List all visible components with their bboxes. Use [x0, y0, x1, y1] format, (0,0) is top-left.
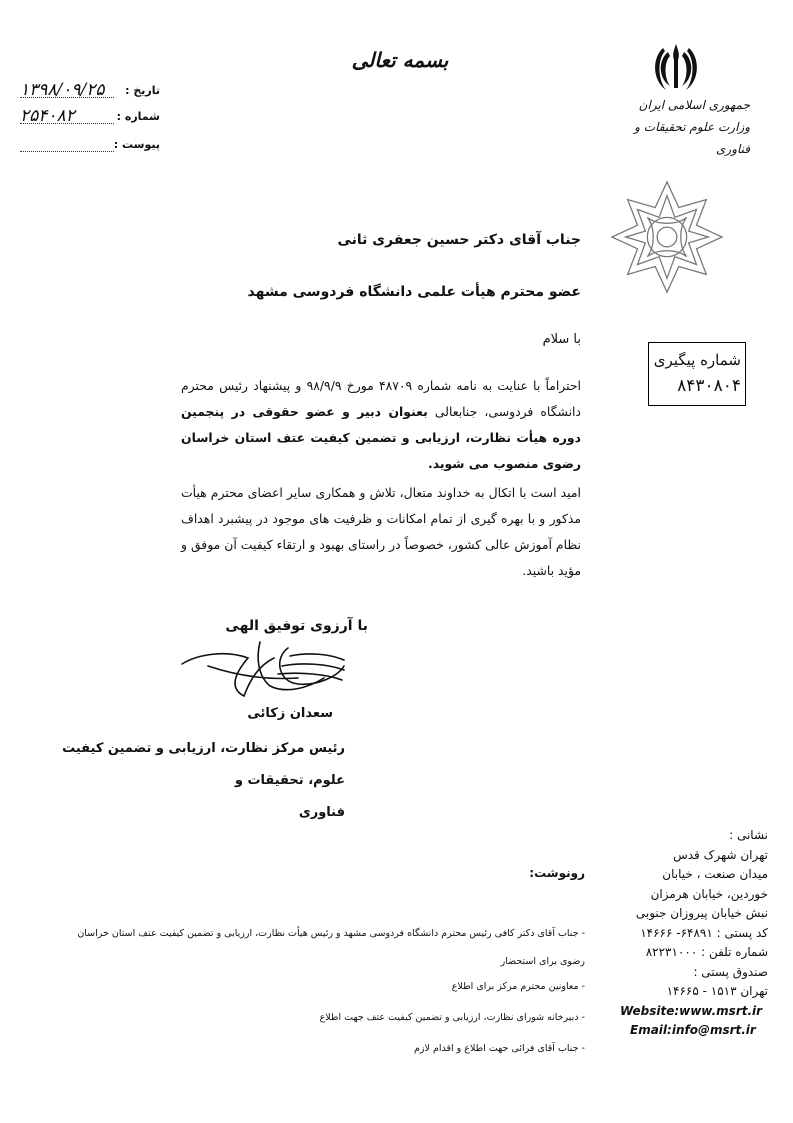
- ministry-address: [620, 826, 768, 1041]
- address-line: تهران شهرک قدس: [673, 847, 768, 862]
- attachment-label: پیوست :: [113, 138, 160, 151]
- email-link[interactable]: Email:info@msrt.ir: [630, 1023, 756, 1037]
- paragraph-1: [181, 373, 581, 477]
- address-line: صندوق پستی :: [693, 964, 768, 979]
- date-underline: [20, 97, 114, 98]
- cc-item: - معاونین محترم مرکز برای اطلاع: [451, 981, 585, 992]
- signature-icon: [178, 636, 348, 702]
- attachment-field: [20, 134, 160, 156]
- date-value: ۱۳۹۸/۰۹/۲۵: [20, 80, 105, 100]
- recipient-title: عضو محترم هیأت علمی دانشگاه فردوسی مشهد: [247, 284, 581, 300]
- attachment-underline: [20, 151, 114, 152]
- signer-title-line-2: فناوری: [298, 805, 345, 820]
- ministry-line-1: جمهوری اسلامی ایران: [638, 98, 750, 112]
- address-line: تهران ۱۵۱۳ - ۱۴۶۶۵: [666, 984, 768, 998]
- signer-name: سعدان زکائی: [247, 706, 333, 721]
- signer-title: [25, 733, 345, 829]
- address-line: خوردین، خیابان هرمزان: [650, 886, 768, 901]
- paragraph-1-bold: بعنوان دبیر و عضو حقوقی در پنجمین دوره هیأت نظارت، ارزیابی و تضمین کیفیت عتف استان خراسان رضوی منصوب می شوید.: [181, 404, 581, 471]
- number-label: شماره :: [116, 110, 160, 123]
- date-label: تاریخ :: [125, 84, 160, 97]
- tracking-label: شماره پیگیری: [653, 351, 741, 369]
- address-line: نبش خیابان پیروزان جنوبی: [635, 906, 768, 920]
- tracking-number-box: [648, 342, 746, 406]
- iran-emblem-icon: [648, 38, 704, 94]
- address-line: میدان صنعت ، خیابان: [662, 867, 768, 881]
- ornament-icon: [608, 178, 726, 296]
- address-line: کد پستی : ۶۴۸۹۱- ۱۴۶۶۶: [640, 925, 768, 940]
- number-field: [20, 106, 160, 128]
- cc-title: رونوشت:: [529, 866, 585, 880]
- greeting: با سلام: [542, 332, 581, 347]
- ministry-line-2: وزارت علوم تحقیقات و فناوری: [634, 120, 750, 156]
- number-underline: [20, 123, 114, 124]
- number-value: ۲۵۴۰۸۲: [20, 106, 75, 126]
- paragraph-2: امید است با اتکال به خداوند متعال، تلاش و همکاری سایر اعضای محترم هیأت مذکور و با بهره گیری از تمام امکانات و ظرفیت های موجود در پیشبرد اهداف نظام آموزش عالی کشور، خصوصاً در راستای بهبود و ارتقاء کیفیت آن موفق و مؤید باشید.: [181, 485, 581, 578]
- recipient-name: جناب آقای دکتر حسین جعفری ثانی: [337, 232, 581, 248]
- website-link[interactable]: Website:www.msrt.ir: [620, 1003, 763, 1018]
- date-field: [20, 80, 160, 102]
- besmellah-heading: بسمه تعالی: [351, 48, 449, 72]
- tracking-value: ۸۴۳۰۸۰۴: [677, 376, 741, 396]
- cc-item: - دبیرخانه شورای نظارت، ارزیابی و تضمین کیفیت عتف جهت اطلاع: [319, 1012, 585, 1023]
- address-line: شماره تلفن : ۸۲۲۳۱۰۰۰: [645, 945, 768, 959]
- cc-item: - جناب آقای فرائی جهت اطلاع و اقدام لازم: [414, 1043, 585, 1054]
- address-label: نشانی :: [729, 828, 768, 842]
- paragraph-1-text: احتراماً با عنایت به نامه شماره ۴۸۷۰۹ مورخ ۹۸/۹/۹ و پیشنهاد رئیس محترم دانشگاه فردوسی، جنابعالی: [181, 378, 581, 419]
- closing-phrase: با آرزوی توفیق الهی: [225, 618, 368, 634]
- cc-item: - جناب آقای دکتر کافی رئیس محترم دانشگاه فردوسی مشهد و رئیس هیأت نظارت، ارزیابی و تضمین کیفیت عتف استان خراسان رضوی برای استحضار: [77, 928, 585, 967]
- ministry-name: [600, 94, 750, 160]
- signer-title-line-1: رئیس مرکز نظارت، ارزیابی و تضمین کیفیت علوم، تحقیقات و: [62, 741, 345, 788]
